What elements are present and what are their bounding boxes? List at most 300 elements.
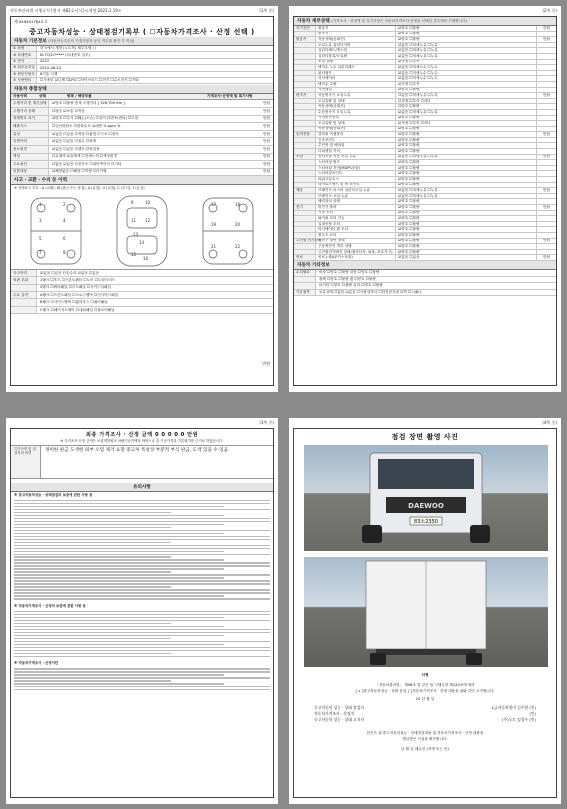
detail-item-price [536, 233, 556, 238]
car-part-number: 11 [131, 217, 137, 223]
notice-text-line [14, 577, 224, 578]
accident-table [11, 270, 273, 314]
notice-text-line [14, 644, 224, 645]
detail-group-label [294, 222, 316, 227]
detail-item-status: ☑양호 ☐불량 [398, 210, 420, 215]
car-part-number: 3 [39, 217, 42, 223]
detail-group-label [294, 216, 316, 221]
car-part-number: 9 [131, 199, 134, 205]
detail-item-price: 만원 [536, 188, 556, 193]
car-part-number: 8 [63, 249, 66, 255]
notice-text-line [14, 527, 171, 528]
detail-item-status: ☑양호 ☐불량 [398, 205, 420, 209]
detail-item-label: 오일유량 및 상태 [316, 121, 396, 126]
status-row-value: ☐무채색 ☑유채색 ☐전체도색 ☐색상변경 [52, 154, 117, 159]
detail-item-status: ☑양호 ☐불량 [398, 165, 420, 170]
detail-group-label [294, 143, 316, 148]
detail-item-status: ☑양호 ☐불량 [398, 238, 420, 243]
status-row-value: ☐일산화탄소 ☐탄화수소 ☑매연 % ppm % [52, 123, 121, 128]
detail-item-label: 자동변속기 오일누유 [316, 93, 396, 98]
rear-wheel-right [466, 653, 482, 665]
detail-group-label: 원동기 [294, 37, 316, 42]
detail-group-label [294, 171, 316, 176]
detail-item-label: 고전원전기배선 상태(접속단자, 피복, 보호기구) [316, 250, 396, 255]
status-row-value: ☑없음 ☐있음 ☐적법 ☐불법 ☐구조 ☐장치 [52, 131, 119, 136]
repair-row-value: 광택 ☐양호 ☐불량 휠 ☐양호 ☐불량 [319, 276, 376, 281]
notice-text-line [14, 539, 270, 540]
basic-row-value: ☐가솔린 ☑디젤 ☐LPG ☐하이브리드 ☐전기 ☐수소전기 ☐기타 [40, 78, 139, 83]
basic-row-value: 2012-08-23 [40, 65, 61, 70]
detail-item-status: ☑없음 ☐미세누유 ☐누유 [398, 193, 438, 198]
page-3-header [6, 418, 278, 427]
detail-item-price [536, 227, 556, 232]
car-part-number: 16 [143, 255, 149, 261]
signatory-row [314, 717, 536, 723]
detail-item-label: 스티어링 기어(MDPS포함) [316, 166, 396, 171]
status-row-price: 만원 [263, 116, 270, 121]
detail-item-price [536, 216, 556, 221]
detail-item-label: 오일유량 및 상태 [316, 99, 396, 104]
detail-item-price: 만원 [536, 155, 556, 160]
detail-group-label [294, 244, 316, 249]
detail-item-label: 라디에이터 팬 모터 [316, 227, 396, 232]
detail-item-price [536, 43, 556, 48]
status-row-label: 주요옵션 [11, 161, 49, 168]
detail-group-label: 제동 [294, 188, 316, 193]
notice-text-line [14, 503, 270, 504]
detail-item-label: 디퍼렌셜 기어 [316, 149, 396, 154]
car-part-number: 19 [211, 221, 217, 227]
status-row [11, 161, 273, 169]
notice-body-lines-3 [11, 668, 273, 690]
detail-group-label: 변속기 [294, 93, 316, 98]
accident-row-value: 2랭크 ☐쿼터패널 ☐루프패널 ☐사이드실패널 [40, 285, 111, 290]
notice-text-line [14, 574, 270, 575]
detail-group-label [294, 199, 316, 204]
detail-item-label: 와이퍼 모터 기능 [316, 216, 396, 221]
detail-group-label [294, 82, 316, 87]
detail-item-label: 충전구 절연 상태 [316, 239, 396, 244]
notice-text-line [14, 632, 270, 633]
car-part-number: 12 [145, 217, 151, 223]
detail-item-price [536, 121, 556, 126]
detail-group-label [294, 88, 316, 93]
detail-item-status: ☑양호 ☐불량 [398, 199, 420, 204]
detail-item-price: 만원 [536, 205, 556, 210]
detail-item-status: ☐적정 ☐부족 ☐과다 [398, 98, 431, 103]
detail-item-label: 브레이크 오일 누유 [316, 194, 396, 199]
car-part-number: 2 [63, 201, 66, 207]
detail-item-label: 추진축 및 베어링 [316, 143, 396, 148]
detail-item-label: 냉각수 수량 [316, 82, 396, 87]
status-row-label: 주행거리 및 계기상태 [11, 100, 49, 107]
notice-frame [10, 428, 274, 798]
detail-group-label [294, 76, 316, 81]
car-part-number: 15 [131, 251, 137, 257]
detail-group-label [294, 54, 316, 59]
detail-item-status: ☑양호 ☐불량 [398, 26, 420, 30]
detail-item-price [536, 71, 556, 76]
basic-row [11, 78, 273, 84]
page-1-header [6, 6, 278, 15]
detail-item-status: ☑양호 ☐불량 [398, 31, 420, 36]
page-4-header [289, 418, 561, 427]
notice-text-line [14, 595, 224, 596]
notice-text-line [14, 653, 171, 654]
car-part-number: 17 [211, 201, 217, 207]
repair-row-label [294, 283, 316, 289]
accident-row-label: 외판 부위 [11, 277, 37, 283]
detail-group-label: 고전원 전기장치 [296, 238, 322, 243]
car-part-number: 6 [63, 235, 66, 241]
detail-item-price [536, 99, 556, 104]
detail-item-status: ☑양호 ☐불량 [398, 221, 420, 226]
detail-item-price [536, 211, 556, 216]
detail-group-label [294, 227, 316, 232]
page-3 [6, 418, 278, 804]
form-reference: 자동차관리법 시행규칙 [별지 제82호서식] <개정 2021.1.19> [10, 8, 122, 13]
wheel-r-fr [239, 204, 247, 212]
notice-text-line [14, 565, 270, 566]
photo-title: 점검 장면 촬영 사진 [391, 433, 459, 441]
detail-group-label: 전기 [294, 205, 316, 210]
notice-text-line [14, 629, 270, 630]
detail-frame [293, 16, 557, 386]
detail-item-status: ☑양호 ☐불량 [398, 232, 420, 237]
detail-item-price [536, 171, 556, 176]
license-plate-number: 83소2350 [414, 519, 438, 525]
car-part-number: 22 [235, 243, 241, 249]
car-part-number: 21 [211, 243, 217, 249]
detail-group-label: 동력전달 [294, 132, 316, 137]
notice-text-line [14, 647, 270, 648]
notice-text-line [14, 614, 270, 615]
status-row-price: 만원 [263, 123, 270, 128]
detail-group-label [294, 211, 316, 216]
notice-body-lines-2 [11, 611, 273, 657]
detail-group-label [294, 233, 316, 238]
notice-text-line [14, 668, 270, 669]
detail-item-price [536, 60, 556, 65]
status-col-header: 사용이력 [13, 94, 27, 99]
status-row-value: ☐없음 ☑있음 ☐선루프 ☐내비게이션 ☐기타 [52, 161, 122, 166]
detail-item-status: ☑없음 ☐미세누유 ☐누유 [398, 53, 438, 58]
notice-text-line [14, 650, 270, 651]
detail-item-status: ☑양호 ☐불량 [398, 216, 420, 220]
detail-item-price [536, 143, 556, 148]
detail-item-status: ☑없음 ☐있음 [398, 255, 420, 260]
repair-row-value: 외장 ☐양호 ☐불량 내장 ☐양호 ☐불량 [319, 270, 380, 275]
detail-item-status: ☑없음 ☐미세누수 ☐누수 [398, 65, 438, 69]
repair-row [294, 283, 556, 290]
detail-item-price [536, 166, 556, 171]
detail-item-status: ☐없음 ☐미세누유 ☐누유 [398, 93, 438, 97]
detail-item-price [536, 110, 556, 115]
accident-row [11, 299, 273, 306]
legal-basis-text: 「자동차관리법」 제58조 및 같은 법 시행규칙 제120조에 따라 [375, 683, 475, 687]
status-row [11, 123, 273, 131]
page-number: (1쪽 중) [259, 8, 274, 13]
wheel-left [362, 525, 382, 543]
detail-group-label [294, 110, 316, 115]
notice-text-line [14, 623, 171, 624]
notice-heading-3: ※ 자동차가격조사 · 산정이란 [14, 661, 59, 665]
detail-item-label: 윈도우 모터 [316, 233, 396, 238]
detail-item-label: 동력조향 작동 오일 누유 [316, 155, 396, 160]
detail-item-status: ☑없음 ☐미세누유 ☐누유 [398, 42, 438, 47]
detail-item-status: ☑양호 ☐불량 [398, 177, 420, 181]
car-top-view [117, 196, 167, 266]
status-row [11, 154, 273, 162]
notice-text-line [14, 589, 270, 590]
basic-row-value: 2012 [40, 59, 50, 64]
basic-row-value: 6기통 디젤 [40, 71, 58, 76]
detail-item-price: 만원 [536, 132, 556, 137]
basic-row-label: ⑦ 사용연료 [11, 78, 37, 83]
status-row [11, 169, 273, 177]
signatory-list [314, 705, 536, 723]
car-part-number: 14 [139, 239, 145, 245]
page-4 [289, 418, 561, 804]
notice-text-line [14, 598, 270, 599]
signatory-name: (주)오토 임창우 (인) [501, 717, 536, 722]
detail-item-status: ☑적정 ☐부족 [398, 59, 420, 64]
section-overall-status: 자동차 종합상태 [11, 85, 273, 94]
status-col-header: 가격조사·산정액 및 특기사항 [207, 94, 253, 99]
accident-row [11, 285, 273, 292]
status-row-price: 만원 [263, 161, 270, 166]
repair-row-value: 타이어 ☐양호 ☐불량 유리 ☐양호 ☐불량 [319, 283, 383, 288]
truck-front-svg [304, 445, 548, 551]
truck-brand-logo: DAEWOO [408, 502, 444, 510]
detail-item-price [536, 48, 556, 53]
accident-row-value: B랭크 ☐사이드멤버 ☐휠하우스 ☐필러패널 [40, 300, 108, 305]
page-2-header [289, 6, 561, 15]
detail-table [294, 26, 556, 261]
accident-row [11, 292, 273, 299]
detail-item-price [536, 76, 556, 81]
accident-row-label [11, 299, 37, 305]
accident-row-value: ☑없음 ☐있음 단순수리 ☑없음 ☐있음 [40, 270, 100, 275]
status-row [11, 108, 273, 116]
notice-text-line [14, 592, 270, 593]
accident-legend: ※ 상태표시 부호 : X (교환), W (판금 또는 용접), A (흠집), U (요철), C (부식), T (손상) [14, 186, 145, 191]
status-row-label: 주행거리 상태 [11, 108, 49, 115]
notice-text-line [14, 583, 270, 584]
detail-group-label [294, 43, 316, 48]
detail-item-label: 실내송풍 모터 [316, 222, 396, 227]
status-row-value: ☑없음 ☐있음 ☐침수 ☐화재 [52, 139, 97, 144]
status-row-value: ☐많음 ☑보통 ☐적음 [52, 108, 85, 113]
detail-item-label: 커먼레일 [316, 88, 396, 93]
notice-text-line [14, 638, 171, 639]
detail-item-status: ☑양호 ☐불량 [398, 87, 420, 92]
detail-item-price [536, 194, 556, 199]
detail-item-label: 워터펌프 [316, 71, 396, 76]
signatory-name: 1급자동차정비 김주원 (인) [491, 705, 536, 710]
issue-date: 20 년 월 일 [415, 697, 435, 701]
notice-text-line [14, 542, 171, 543]
car-part-number: 4 [63, 217, 66, 223]
detail-group-label [294, 194, 316, 199]
accident-price: 만원 [262, 361, 270, 366]
detail-item-status: ☑없음 ☐미세누유 ☐누유 [398, 188, 438, 193]
basic-row-label: ⑤ 최초등록일 [11, 65, 37, 70]
notice-text-line [14, 556, 171, 557]
signature-heading: 서명 [421, 673, 429, 677]
detail-item-label: 냉각수 누수 실린더헤드 [316, 65, 396, 70]
detail-item-label: 오일 유량 [316, 60, 396, 65]
status-row-price: 만원 [263, 154, 270, 159]
detail-item-price [536, 199, 556, 204]
detail-item-status: ☑양호 ☐불량 [398, 244, 420, 248]
basic-row-label: ④ 연식 [11, 59, 37, 64]
repair-table [294, 270, 556, 296]
section-notice: 유의사항 [11, 483, 273, 492]
detail-item-label: 스티어링 펌프 [316, 160, 396, 165]
repair-row-label [294, 277, 316, 283]
rear-bumper [376, 649, 476, 655]
accident-row-value: A랭크 ☐프론트패널 ☐크로스멤버 ☐인사이드패널 [40, 292, 119, 297]
detail-item-status: ☑적정 ☐부족 ☐과다 [398, 121, 431, 125]
detail-item-label: 원동기 [316, 26, 396, 31]
repair-row [294, 270, 556, 277]
car-part-number: 7 [39, 249, 42, 255]
detail-item-status: ☑양호 ☐불량 [398, 182, 420, 187]
page-2 [289, 6, 561, 392]
notice-text-line [14, 521, 270, 522]
detail-item-price [536, 149, 556, 154]
detail-item-label: 변속기 [316, 32, 396, 37]
signatory-role: 중고자동차 성능 · 상태 고지자 [314, 717, 365, 722]
signatory-role: 중고자동차 성능 · 상태 점검자 [314, 705, 365, 710]
wheel-fr [67, 204, 75, 212]
notice-text-line [14, 559, 224, 560]
detail-item-status: ☑없음 ☐미세누유 ☐누유 [398, 154, 438, 159]
detail-item-price [536, 82, 556, 87]
status-row-label: 용도변경 [11, 146, 49, 153]
detail-item-status: ☑양호 ☐불량 [398, 132, 420, 137]
special-notes-text: 경미한 판금 도색한 외부 오염 제거 요망 중고차 특성상 부분적 부식 판금, 도색 있을 수 있음 [45, 447, 229, 453]
detail-item-status: ☑양호 ☐불량 [398, 171, 420, 176]
notice-text-line [14, 689, 270, 690]
detail-item-status: ☑양호 ☐불량 [398, 149, 420, 153]
special-notes-label: 특기사항 및 점검자의 의견 [11, 446, 41, 478]
detail-item-price: 만원 [536, 26, 556, 31]
notice-text-line [14, 554, 270, 555]
notice-text-line [14, 677, 270, 678]
basic-row-label: ⑥ 원동기형식 [11, 72, 37, 77]
status-row [11, 100, 273, 108]
special-notes-box [11, 445, 273, 479]
detail-group-label [294, 138, 316, 143]
section-detail-status: 자동차 세부상태 (가격조사 · 산정액 및 특기사항은 자동차가격조사·산정을 선택한 경우에만 기재합니다) [294, 17, 556, 26]
detail-item-status: ☑양호 ☐불량 [398, 115, 420, 120]
form-frame [10, 16, 274, 386]
car-part-number: 1 [39, 201, 42, 207]
section-accident-history: 사고 · 교환 · 수리 등 이력 [11, 176, 273, 185]
page-number: (3쪽 중) [259, 420, 274, 425]
notice-text-line [14, 674, 224, 675]
detail-item-label: 기어변속장치 [316, 116, 396, 121]
detail-group-label [294, 32, 316, 37]
detail-item-price [536, 138, 556, 143]
accident-row-label [11, 307, 37, 313]
buyer-confirm-text-2: 발급받은 사실을 확인합니다. [402, 737, 448, 741]
detail-item-status: ☑없음 ☐미세누유 ☐누유 [398, 109, 438, 114]
detail-item-price [536, 65, 556, 70]
final-price-note: ※ 가격조사·산정 금액은 보험개발원의 차량기준가액을 바탕으로 한 기준가격과 기본평가를 근거로 하였습니다. [60, 439, 224, 443]
detail-group-label: 자기진단 [294, 26, 316, 31]
detail-item-price [536, 116, 556, 121]
truck-windshield [378, 459, 474, 489]
detail-item-price [536, 32, 556, 37]
detail-item-label: 브레이크 마스터 실린더오일 누유 [316, 188, 396, 193]
status-row-price: 만원 [263, 146, 270, 151]
wheel-right [470, 525, 490, 543]
notice-text-line [14, 533, 224, 534]
rear-wheel-left [370, 653, 386, 665]
notice-text-line [14, 536, 270, 537]
accident-row-value: C랭크 ☐패키지트레이 ☐대쉬패널 ☐플로어패널 [40, 307, 115, 312]
notice-type-text: [ ∨ ]중고자동차성능 · 상태 점검, [ ]자동차가격조사 · 산정 내용을 위와 같이 고지합니다. [355, 689, 495, 693]
detail-item-price [536, 54, 556, 59]
detail-item-status: ☑없음 ☐미세누수 ☐누수 [398, 70, 438, 75]
detail-group-label [294, 177, 316, 182]
status-row-label: 튜닝 [11, 131, 49, 138]
page-number: (2쪽 중) [542, 8, 557, 13]
repair-row [294, 290, 556, 297]
notice-text-line [14, 656, 270, 657]
detail-item-status: ☑양호 ☐불량 [398, 137, 420, 142]
section-basic-info: 자동차 기본정보 (자동차등록증의 기재사항과 동일 여부를 확인 후 작성) [11, 37, 273, 46]
detail-group-label: 연료 [294, 255, 316, 260]
detail-group-label [294, 160, 316, 165]
notice-text-line [14, 530, 270, 531]
detail-item-price: 만원 [536, 37, 556, 42]
notice-heading-2: ※ 자동차가격조사 · 산정의 보증에 관한 사항 등 [14, 603, 86, 608]
detail-group-label [294, 127, 316, 132]
detail-item-label: 오일누유 실린더커버 [316, 43, 396, 48]
notice-text-line [14, 626, 224, 627]
status-row-value: ☑양호 ☐불량 현재 주행거리 [ 326,700 Km ] [52, 101, 125, 106]
notice-text-line [14, 620, 270, 621]
detail-item-label: 작동상태(공회전) [316, 127, 396, 132]
detail-group-label [294, 99, 316, 104]
status-table [11, 100, 273, 176]
notice-text-line [14, 617, 224, 618]
car-part-number: 5 [39, 235, 42, 241]
page-number: (4쪽 중) [542, 420, 557, 425]
detail-item-price [536, 177, 556, 182]
car-part-number: 10 [145, 199, 151, 205]
status-row-label: 특별이력 [11, 138, 49, 145]
status-row-value: ☑해당없음 ☐해당 ☐이행 ☐미이행 [52, 169, 107, 174]
status-row-label: 차대번호 표기 [11, 116, 49, 123]
rear-photo [304, 557, 548, 667]
form-title: 중고자동차성능 · 상태점검기록부 ( ☐자동차가격조사 · 산정 선택 ) [29, 28, 255, 36]
truck-rear-svg [304, 557, 548, 667]
status-row-value: ☑양호 ☐부식 ☐훼손(오손) ☐상이 ☐변조(변타) ☐도말 [52, 116, 139, 121]
detail-item-price [536, 160, 556, 165]
accident-row-label: 주요 골격 [11, 292, 37, 298]
detail-item-price [536, 88, 556, 93]
detail-group-label [294, 250, 316, 255]
basic-row-value: 한국에서 개발 (노트북) 세부모델 ( ) [40, 46, 97, 51]
status-row-price: 만원 [263, 131, 270, 136]
detail-item-label: 작동상태(공회전) [316, 104, 396, 109]
notice-text-line [14, 635, 224, 636]
